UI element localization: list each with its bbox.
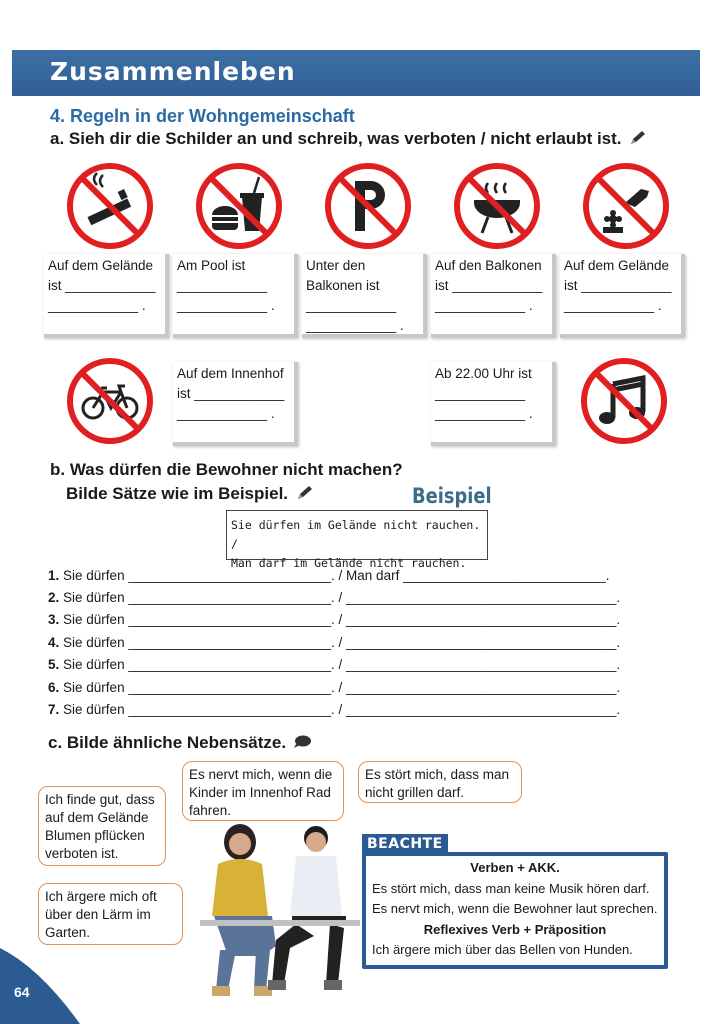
card-line[interactable]: ____________ . bbox=[435, 406, 533, 421]
exercise-row-1[interactable] bbox=[48, 568, 648, 583]
example-line-2: Man darf im Gelände nicht rauchen. bbox=[231, 556, 467, 570]
pencil-icon bbox=[629, 130, 647, 146]
no-smoking-sign-icon bbox=[67, 163, 153, 249]
beachte-line-2: Es nervt mich, wenn die Bewohner laut sprechen. bbox=[372, 901, 658, 916]
chapter-title: Zusammenleben bbox=[50, 57, 296, 86]
speech-bubble-2: Es nervt mich, wenn die Kinder im Innenhof Rad fahren. bbox=[182, 761, 344, 821]
sign-answer-card-3 bbox=[302, 254, 427, 338]
row-number: 7. bbox=[48, 702, 60, 717]
exercise-row-3[interactable] bbox=[48, 612, 648, 627]
card-line: Auf dem Innenhof bbox=[177, 366, 284, 381]
task-b-instruction bbox=[66, 484, 314, 504]
speech-bubble-3: Es stört mich, dass man nicht grillen darf. bbox=[358, 761, 522, 803]
beachte-line-3: Ich ärgere mich über das Bellen von Hunden. bbox=[372, 942, 633, 957]
page-corner-decoration bbox=[0, 948, 80, 1024]
row-text: Sie dürfen ___________________________. / ____________________________________. bbox=[63, 657, 621, 672]
speech-bubble-icon bbox=[293, 735, 311, 749]
card-line[interactable]: ____________ . bbox=[435, 298, 533, 313]
card-line[interactable]: ____________ bbox=[306, 298, 397, 313]
exercise-row-2[interactable] bbox=[48, 590, 648, 605]
sign-answer-card-7 bbox=[431, 362, 556, 446]
speech-bubble-1: Ich finde gut, dass auf dem Gelände Blumen pflücken verboten ist. bbox=[38, 786, 166, 866]
card-line: Auf dem Gelände bbox=[564, 258, 670, 273]
exercise-row-7[interactable] bbox=[48, 702, 648, 717]
row-text: Sie dürfen ___________________________. / ____________________________________. bbox=[63, 590, 621, 605]
card-line[interactable]: ____________ . bbox=[177, 406, 275, 421]
card-line[interactable]: ____________ . bbox=[564, 298, 662, 313]
task-c-text: c. Bilde ähnliche Nebensätze. bbox=[48, 733, 287, 752]
exercise-row-5[interactable] bbox=[48, 657, 648, 672]
row-number: 2. bbox=[48, 590, 60, 605]
card-line[interactable]: ____________ bbox=[177, 278, 268, 293]
task-a-text: a. Sieh dir die Schilder an und schreib, was verboten / nicht erlaubt ist. bbox=[50, 129, 622, 148]
people-illustration bbox=[200, 820, 360, 1010]
row-number: 6. bbox=[48, 680, 60, 695]
card-line[interactable]: ist ____________ bbox=[177, 386, 285, 401]
card-line: Auf den Balkonen bbox=[435, 258, 542, 273]
card-line[interactable]: ____________ . bbox=[177, 298, 275, 313]
example-label: Beispiel bbox=[412, 484, 492, 508]
sign-answer-card-1 bbox=[44, 254, 169, 338]
no-grilling-sign-icon bbox=[454, 163, 540, 249]
row-text: Sie dürfen ___________________________. / ____________________________________. bbox=[63, 612, 621, 627]
card-line: Unter den bbox=[306, 258, 366, 273]
sign-answer-card-6 bbox=[173, 362, 298, 446]
row-number: 4. bbox=[48, 635, 60, 650]
card-line: Auf dem Gelände bbox=[48, 258, 154, 273]
beachte-label: BEACHTE bbox=[362, 834, 448, 854]
exercise-row-4[interactable] bbox=[48, 635, 648, 650]
beachte-heading-1: Verben + AKK. bbox=[470, 860, 560, 875]
card-line[interactable]: ist ____________ bbox=[48, 278, 156, 293]
exercise-row-6[interactable] bbox=[48, 680, 648, 695]
task-c-instruction bbox=[48, 733, 311, 753]
task-b-line1: b. Was dürfen die Bewohner nicht machen? bbox=[50, 460, 403, 479]
task-b-text: Bilde Sätze wie im Beispiel. bbox=[66, 484, 289, 503]
card-line[interactable]: ____________ . bbox=[306, 318, 404, 333]
row-text: Sie dürfen ___________________________. / ____________________________________. bbox=[63, 680, 621, 695]
card-line[interactable]: ist ____________ bbox=[564, 278, 672, 293]
no-bicycle-sign-icon bbox=[67, 358, 153, 444]
sign-answer-card-2 bbox=[173, 254, 298, 338]
speech-bubble-4: Ich ärgere mich oft über den Lärm im Garten. bbox=[38, 883, 183, 945]
row-number: 1. bbox=[48, 568, 60, 583]
no-food-sign-icon bbox=[196, 163, 282, 249]
row-number: 5. bbox=[48, 657, 60, 672]
sign-answer-card-4 bbox=[431, 254, 556, 338]
row-text: Sie dürfen ___________________________. / ____________________________________. bbox=[63, 635, 621, 650]
beachte-box bbox=[362, 852, 668, 969]
no-music-sign-icon bbox=[581, 358, 667, 444]
example-box bbox=[226, 510, 488, 570]
page-number: 64 bbox=[14, 984, 30, 1000]
pencil-icon bbox=[296, 485, 314, 501]
sign-answer-card-5 bbox=[560, 254, 685, 338]
card-line: Balkonen ist bbox=[306, 278, 380, 293]
no-parking-sign-icon bbox=[325, 163, 411, 249]
beachte-line-1: Es stört mich, dass man keine Musik hören darf. bbox=[372, 880, 650, 896]
row-number: 3. bbox=[48, 612, 60, 627]
row-text: Sie dürfen ___________________________. / ____________________________________. bbox=[63, 702, 621, 717]
card-line: Ab 22.00 Uhr ist bbox=[435, 366, 532, 381]
card-line: Am Pool ist bbox=[177, 258, 246, 273]
beachte-heading-2: Reflexives Verb + Präposition bbox=[423, 921, 607, 937]
card-line[interactable]: ist ____________ bbox=[435, 278, 543, 293]
section-title: 4. Regeln in der Wohngemeinschaft bbox=[50, 106, 355, 126]
card-line[interactable]: ____________ . bbox=[48, 298, 146, 313]
card-line[interactable]: ____________ bbox=[435, 386, 526, 401]
example-line-1: Sie dürfen im Gelände nicht rauchen. / bbox=[231, 518, 481, 551]
row-text: Sie dürfen ___________________________. / Man darf ___________________________. bbox=[63, 568, 610, 583]
task-a-instruction bbox=[50, 129, 647, 149]
no-flower-picking-sign-icon bbox=[583, 163, 669, 249]
